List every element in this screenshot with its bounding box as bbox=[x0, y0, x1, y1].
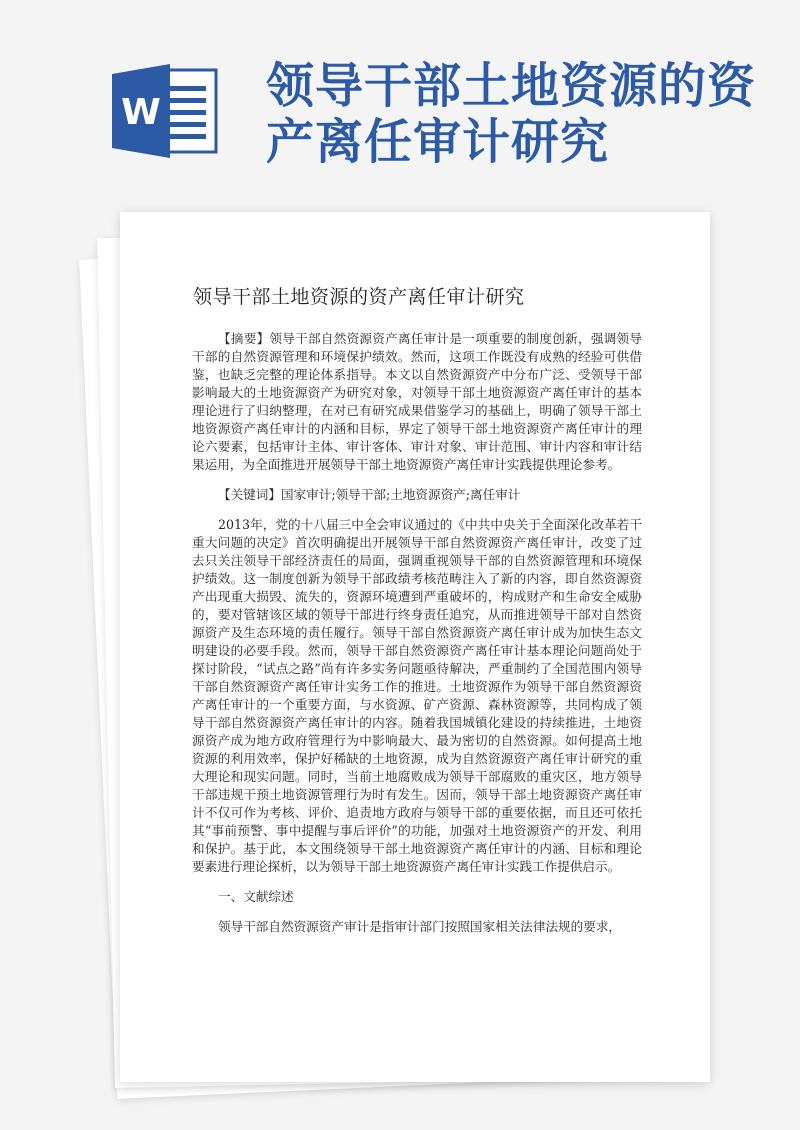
header-title: 领导干部土地资源的资产离任审计研究 bbox=[266, 58, 757, 170]
document-body bbox=[192, 330, 642, 948]
word-document-icon bbox=[112, 62, 220, 160]
abstract-paragraph: 【摘要】领导干部自然资源资产离任审计是一项重要的制度创新，强调领导干部的自然资源管理和环境保护绩效。然而，这项工作既没有成熟的经验可供借鉴，也缺乏完整的理论体系指导。本文以自然资源资产中分布广泛、受领导干部影响最大的土地资源资产为研究对象，对领导干部土地资源资产离任审计的基本理论进行了归纳整理，在对已有研究成果借鉴学习的基础上，明确了领导干部土地资源资产离任审计的内涵和目标，界定了领导干部土地资源资产离任审计的理论六要素，包括审计主体、审计客体、审计对象、审计范围、审计内容和审计结果运用，为全面推进开展领导干部土地资源资产离任审计实践提供理论参考。 bbox=[192, 331, 642, 472]
section-heading: 一、文献综述 bbox=[218, 889, 294, 904]
intro-paragraph: 2013年，党的十八届三中全会审议通过的《中共中央关于全面深化改革若干重大问题的决定》首次明确提出开展领导干部自然资源资产离任审计，改变了过去只关注领导干部经济责任的局面，强调重视领导干部的自然资源管理和环境保护绩效。这一制度创新为领导干部政绩考核范畴注入了新的内容，即自然资源资产出现重大损毁、流失的，资源环境遭到严重破坏的，构成财产和生命安全威胁的，要对管辖该区域的领导干部进行终身责任追究，从而推进领导干部对自然资源资产及生态环境的责任履行。领导干部自然资源资产离任审计成为加快生态文明建设的必要手段。然而，领导干部自然资源资产离任审计基本理论问题尚处于探讨阶段，“试点之路”尚有许多实务问题亟待解决，严重制约了全国范围内领导干部自然资源资产离任审计实务工作的推进。土地资源作为领导干部自然资源资产离任审计的一个重要方面，与水资源、矿产资源、森林资源等，共同构成了领导干部自然资源资产离任审计的内容。随着我国城镇化建设的持续推进，土地资源资产成为地方政府管理行为中影响最大、最为密切的自然资源。如何提高土地资源的利用效率，保护好稀缺的土地资源，成为自然资源资产离任审计研究的重大理论和现实问题。同时，当前土地腐败成为领导干部腐败的重灾区，地方领导干部违规干预土地资源管理行为时有发生。因而，领导干部土地资源资产离任审计不仅可作为考核、评价、追责地方政府与领导干部的重要依据，而且还可依托其“事前预警、事中提醒与事后评价”的功能，加强对土地资源资产的开发、利用和保护。基于此，本文围绕领导干部土地资源资产离任审计的内涵、目标和理论要素进行理论探析，以为领导干部土地资源资产离任审计实践工作提供启示。 bbox=[192, 517, 642, 874]
section-paragraph: 领导干部自然资源资产审计是指审计部门按照国家相关法律法规的要求， bbox=[218, 919, 621, 934]
keywords-paragraph: 【关键词】国家审计;领导干部;土地资源资产;离任审计 bbox=[218, 487, 521, 502]
document-title: 领导干部土地资源的资产离任审计研究 bbox=[193, 286, 525, 308]
document-page bbox=[120, 212, 710, 1082]
svg-text:W: W bbox=[121, 92, 161, 133]
header-banner bbox=[0, 0, 800, 205]
